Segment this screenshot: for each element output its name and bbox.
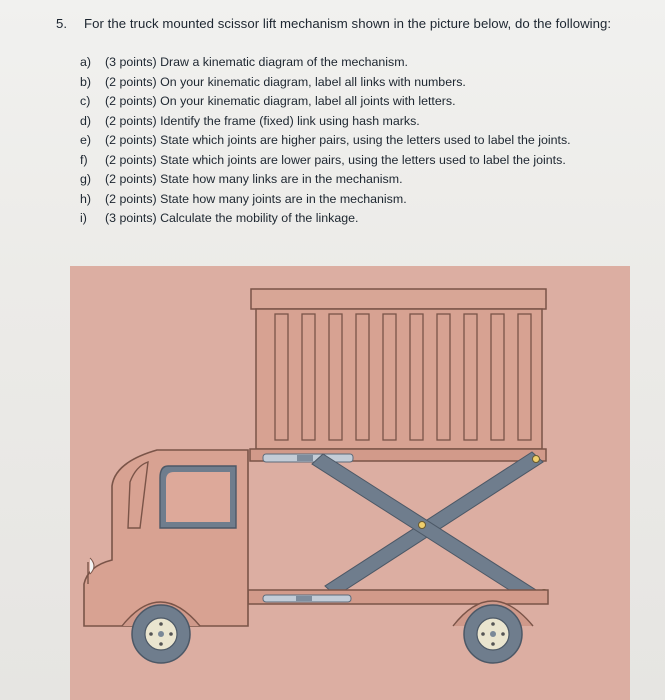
item-text: (2 points) State which joints are lower pairs, using the letters used to label the joints. bbox=[105, 152, 566, 167]
cab-window-inner bbox=[166, 472, 230, 522]
item-letter: d) bbox=[80, 113, 92, 128]
platform-top-rail bbox=[251, 289, 546, 309]
item-text: (3 points) Calculate the mobility of the linkage. bbox=[105, 211, 359, 225]
item-letter: c) bbox=[80, 94, 91, 108]
rear-wheel bbox=[464, 605, 522, 663]
lower-slider-block bbox=[296, 596, 312, 601]
item-letter: a) bbox=[80, 55, 92, 69]
item-letter: b) bbox=[80, 74, 92, 89]
item-text: (2 points) State how many links are in the mechanism. bbox=[105, 172, 403, 186]
item-text: (2 points) Identify the frame (fixed) link using hash marks. bbox=[105, 113, 420, 128]
item-letter: i) bbox=[80, 211, 87, 225]
item-text: (3 points) Draw a kinematic diagram of the mechanism. bbox=[105, 55, 409, 69]
item-letter: g) bbox=[80, 172, 92, 186]
upper-right-pin bbox=[533, 456, 540, 463]
upper-slider-block bbox=[297, 455, 313, 461]
item-letter: f) bbox=[80, 152, 88, 167]
item-text: (2 points) State which joints are higher pairs, using the letters used to label the joints. bbox=[105, 133, 571, 147]
truck-scissor-lift-figure bbox=[70, 266, 630, 700]
question-number: 5. bbox=[56, 16, 68, 31]
item-text: (2 points) On your kinematic diagram, label all joints with letters. bbox=[105, 94, 456, 108]
platform-container bbox=[256, 309, 542, 449]
item-letter: e) bbox=[80, 133, 92, 147]
item-text: (2 points) State how many joints are in the mechanism. bbox=[105, 191, 407, 206]
front-wheel bbox=[132, 605, 190, 663]
question-prompt: For the truck mounted scissor lift mechanism shown in the picture below, do the following: bbox=[84, 16, 612, 31]
center-pin bbox=[419, 522, 426, 529]
item-text: (2 points) On your kinematic diagram, label all links with numbers. bbox=[105, 74, 466, 89]
truck-illustration bbox=[70, 266, 630, 700]
item-letter: h) bbox=[80, 191, 92, 206]
